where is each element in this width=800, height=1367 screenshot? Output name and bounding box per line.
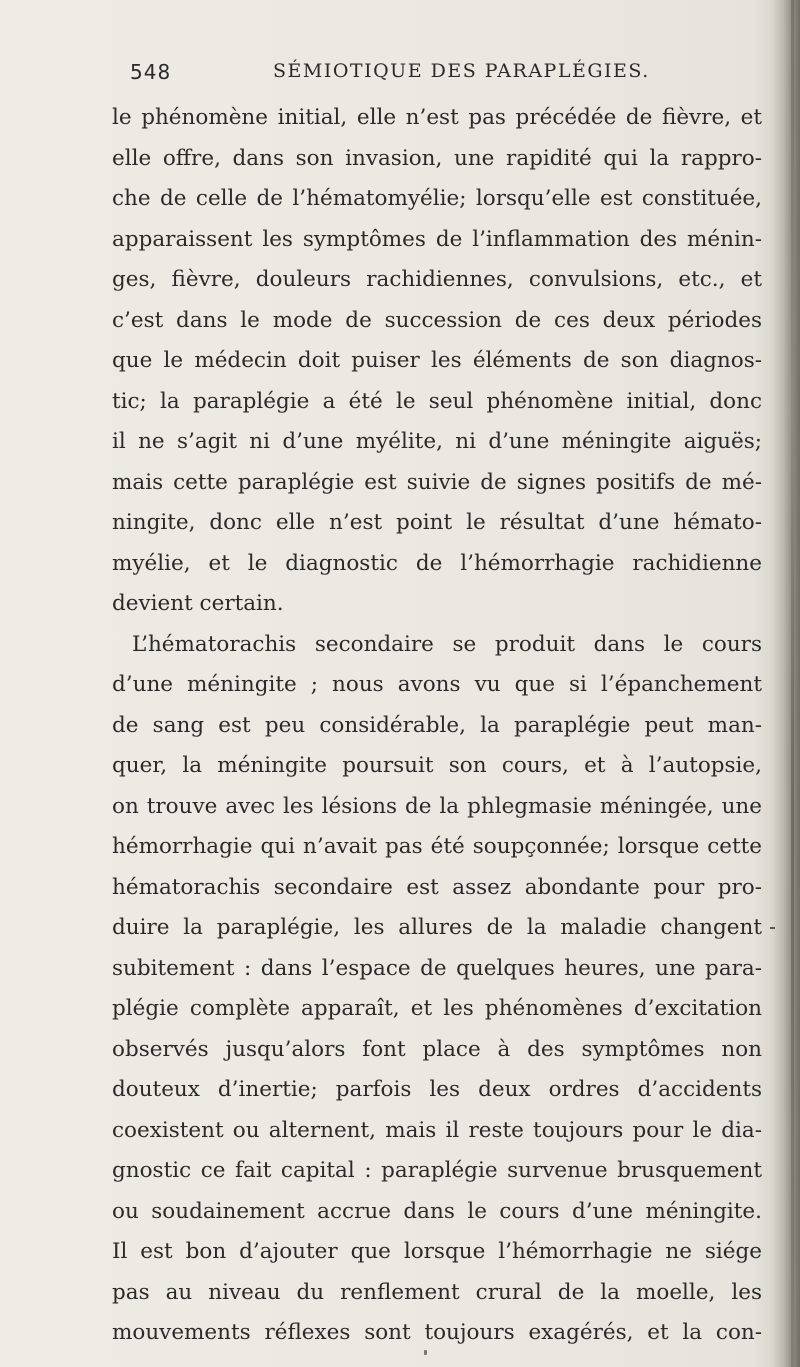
text-line: subitement : dans l’espace de quelques heures, une para- — [112, 955, 762, 981]
text-line: quer, la méningite poursuit son cours, et à l’autopsie, — [112, 753, 762, 778]
text-line: tic; la paraplégie a été le seul phénomène initial, donc — [112, 388, 762, 414]
text-line: coexistent ou alternent, mais il reste toujours pour le dia- — [112, 1117, 762, 1143]
text-line: mouvements réflexes sont toujours exagérés, et la con- — [112, 1320, 762, 1345]
body-text — [112, 98, 762, 1354]
text-line: il ne s’agit ni d’une myélite, ni d’une méningite aiguës; — [112, 429, 762, 454]
text-line: hématorachis secondaire est assez abondante pour pro- — [112, 874, 762, 900]
text-line: duire la paraplégie, les allures de la maladie changent — [112, 915, 762, 940]
page-header — [130, 60, 770, 92]
text-line: hémorrhagie qui n’avait pas été soupçonnée; lorsque cette — [112, 834, 762, 859]
text-line: devient certain. — [112, 591, 284, 616]
text-line: L’hématorachis secondaire se produit dans le cours — [132, 631, 762, 657]
text-line: c’est dans le mode de succession de ces deux périodes — [112, 307, 762, 333]
text-line: che de celle de l’hématomyélie; lorsqu’elle est constituée, — [112, 186, 762, 211]
text-line: pas au niveau du renflement crural de la moelle, les — [112, 1279, 762, 1305]
text-line: observés jusqu’alors font place à des symptômes non — [112, 1036, 762, 1062]
page-edge-shadow — [772, 0, 800, 1367]
text-line: apparaissent les symptômes de l’inflammation des ménin- — [112, 226, 762, 252]
text-line: ges, fièvre, douleurs rachidiennes, convulsions, etc., et — [112, 267, 762, 292]
text-line: Il est bon d’ajouter que lorsque l’hémorrhagie ne siége — [112, 1239, 762, 1264]
text-line: mais cette paraplégie est suivie de signes positifs de mé- — [112, 469, 762, 495]
margin-mark — [770, 927, 775, 929]
text-line: d’une méningite ; nous avons vu que si l’épanchement — [112, 672, 762, 697]
page-number: 548 — [130, 60, 172, 84]
text-line: on trouve avec les lésions de la phlegmasie méningée, une — [112, 793, 762, 819]
text-line: ningite, donc elle n’est point le résultat d’une hémato- — [112, 510, 762, 535]
text-line: de sang est peu considérable, la paraplégie peut man- — [112, 712, 762, 738]
text-line: plégie complète apparaît, et les phénomènes d’excitation — [112, 996, 762, 1021]
text-line: douteux d’inertie; parfois les deux ordres d’accidents — [112, 1077, 762, 1102]
text-line: ou soudainement accrue dans le cours d’une méningite. — [112, 1198, 762, 1224]
text-line: le phénomène initial, elle n’est pas précédée de fièvre, et — [112, 105, 762, 130]
paragraph-2 — [112, 625, 762, 1354]
text-line: que le médecin doit puiser les éléments de son diagnos- — [112, 348, 762, 373]
text-line: elle offre, dans son invasion, une rapidité qui la rappro- — [112, 145, 762, 171]
stray-ink-mark — [424, 1350, 427, 1355]
running-head: SÉMIOTIQUE DES PARAPLÉGIES. — [273, 60, 650, 82]
paragraph-1 — [112, 98, 762, 625]
text-line: gnostic ce fait capital : paraplégie survenue brusquement — [112, 1158, 762, 1183]
text-line: myélie, et le diagnostic de l’hémorrhagie rachidienne — [112, 550, 762, 576]
page-edge-binding — [791, 0, 794, 1367]
